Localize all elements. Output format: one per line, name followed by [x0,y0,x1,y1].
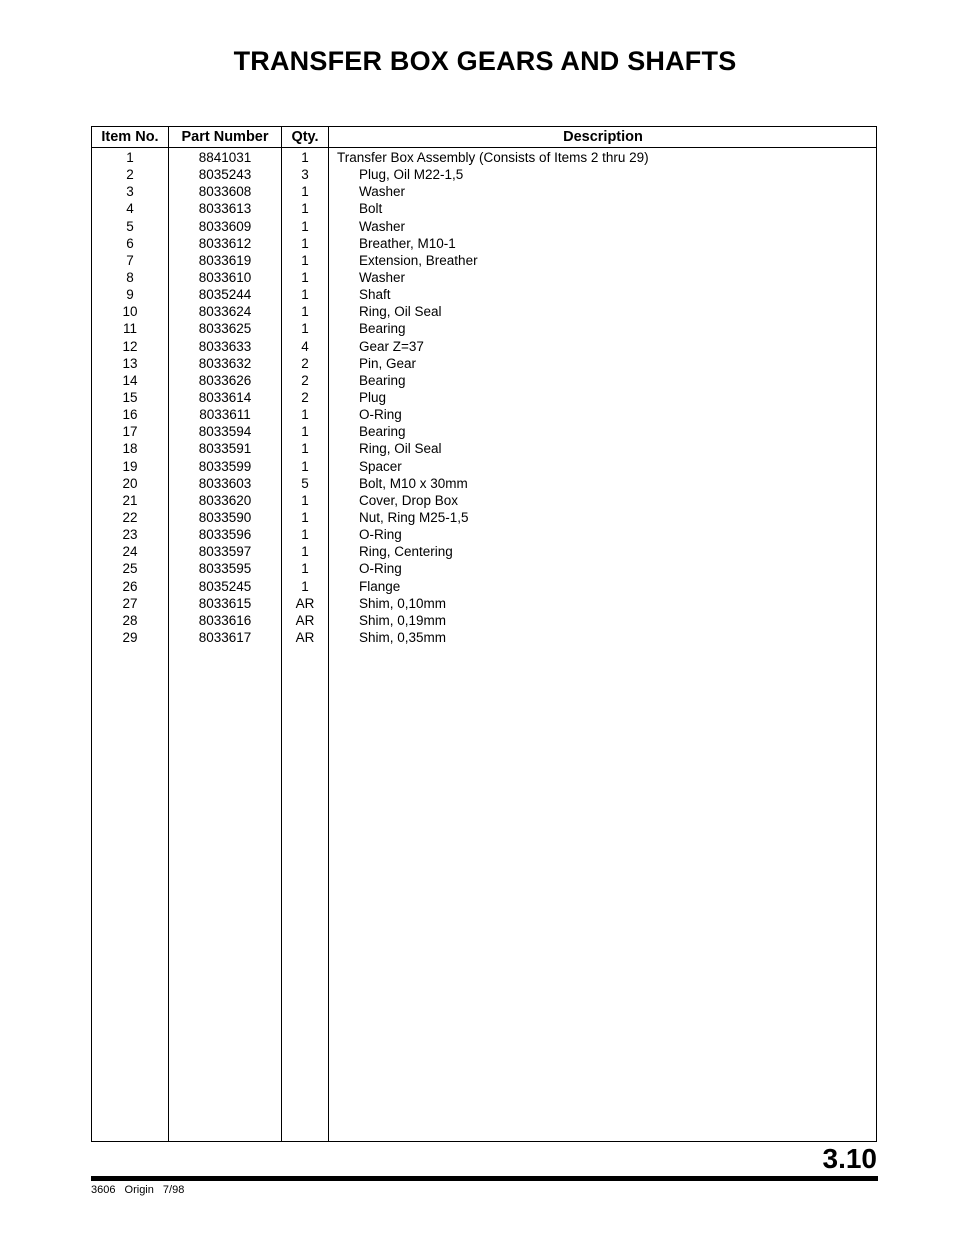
quantity-cell: 1 [301,544,309,560]
description-cell: Flange [359,578,401,594]
part-number-cell: 8033626 [198,372,252,388]
item-number-cell: 24 [122,544,138,560]
description-cell: Ring, Oil Seal [359,304,442,320]
table-row [92,303,876,320]
item-number-cell: 29 [122,629,138,645]
description-cell: Washer [359,269,406,285]
table-row [92,149,876,166]
part-number-cell: 8033612 [198,235,252,251]
part-number-cell: 8033620 [198,492,252,508]
quantity-cell: 1 [301,424,309,440]
table-row [92,526,876,543]
part-number-cell: 8033608 [198,184,252,200]
item-number-cell: 8 [126,269,134,285]
page-title: TRANSFER BOX GEARS AND SHAFTS [233,46,737,76]
quantity-cell: 3 [301,167,309,183]
item-number-cell: 28 [122,612,138,628]
quantity-cell: 2 [301,372,309,388]
description-cell: Shim, 0,35mm [359,629,447,645]
table-row [92,423,876,440]
description-cell: Ring, Oil Seal [359,441,442,457]
description-cell: Transfer Box Assembly (Consists of Items 2 thru 29) [337,150,649,165]
table-row [92,355,876,372]
table-row [92,440,876,457]
quantity-cell: 1 [301,407,309,423]
description-cell: Ring, Centering [359,544,453,560]
table-row [92,475,876,492]
quantity-cell: 4 [301,338,309,354]
quantity-cell: 2 [301,389,309,405]
part-number-cell: 8033617 [198,629,252,645]
part-number-cell: 8033603 [198,475,252,491]
quantity-cell: 1 [301,578,309,594]
quantity-cell: 1 [301,269,309,285]
item-number-cell: 20 [122,475,138,491]
item-number-cell: 6 [126,235,134,251]
description-cell: Shim, 0,10mm [359,595,447,611]
part-number-cell: 8035243 [198,167,252,183]
part-number-cell: 8033615 [198,595,252,611]
quantity-cell: 1 [301,150,309,165]
table-row [92,166,876,183]
item-number-cell: 15 [122,389,138,405]
section-number: 3.10 [822,1143,877,1174]
table-row [92,560,876,577]
part-number-cell: 8033590 [198,509,252,525]
description-cell: Pin, Gear [359,355,417,371]
item-number-cell: 9 [126,287,134,303]
description-cell: Shaft [359,287,391,303]
item-number-cell: 13 [122,355,138,371]
table-row [92,595,876,612]
item-number-cell: 4 [126,201,134,217]
table-row [92,338,876,355]
part-number-cell: 8033609 [198,218,252,234]
header-part-number: Part Number [181,129,269,145]
item-number-cell: 17 [122,424,138,440]
item-number-cell: 27 [122,595,138,611]
quantity-cell: 1 [301,458,309,474]
quantity-cell: 1 [301,561,309,577]
description-cell: Plug [359,389,387,405]
table-row [92,218,876,235]
quantity-cell: 1 [301,441,309,457]
quantity-cell: 5 [301,475,309,491]
quantity-cell: 1 [301,304,309,320]
table-body [92,149,876,646]
quantity-cell: 1 [301,527,309,543]
quantity-cell: 1 [301,509,309,525]
part-number-cell: 8035244 [198,287,252,303]
quantity-cell: 2 [301,355,309,371]
description-cell: Washer [359,218,406,234]
parts-table [91,126,877,1142]
item-number-cell: 18 [122,441,138,457]
table-row [92,235,876,252]
description-cell: Bolt, M10 x 30mm [359,475,468,491]
description-cell: Bearing [359,321,406,337]
item-number-cell: 5 [126,218,134,234]
quantity-cell: AR [295,595,315,611]
part-number-cell: 8033614 [198,389,252,405]
description-cell: Bolt [359,201,383,217]
header-item-no: Item No. [101,129,159,145]
quantity-cell: AR [295,612,315,628]
quantity-cell: 1 [301,492,309,508]
description-cell: Plug, Oil M22-1,5 [359,167,464,183]
description-cell: Nut, Ring M25-1,5 [359,509,469,525]
table-row [92,492,876,509]
table-row [92,320,876,337]
table-row [92,252,876,269]
item-number-cell: 1 [126,150,134,165]
quantity-cell: 1 [301,235,309,251]
description-cell: Bearing [359,424,406,440]
item-number-cell: 23 [122,527,138,543]
quantity-cell: 1 [301,201,309,217]
table-row [92,200,876,217]
quantity-cell: 1 [301,252,309,268]
footer-rule [91,1176,878,1181]
item-number-cell: 22 [122,509,138,525]
quantity-cell: 1 [301,184,309,200]
part-number-cell: 8033625 [198,321,252,337]
table-row [92,543,876,560]
header-qty: Qty. [291,129,319,145]
description-cell: O-Ring [359,407,402,423]
table-row [92,629,876,646]
part-number-cell: 8033616 [198,612,252,628]
part-number-cell: 8033610 [198,269,252,285]
part-number-cell: 8033632 [198,355,252,371]
description-cell: O-Ring [359,527,402,543]
table-row [92,372,876,389]
table-row [92,509,876,526]
quantity-cell: 1 [301,321,309,337]
table-row [92,269,876,286]
part-number-cell: 8033597 [198,544,252,560]
item-number-cell: 3 [126,184,134,200]
part-number-cell: 8033591 [198,441,252,457]
header-description: Description [563,129,643,145]
quantity-cell: 1 [301,218,309,234]
part-number-cell: 8033599 [198,458,252,474]
item-number-cell: 21 [122,492,138,508]
description-cell: Breather, M10-1 [359,235,456,251]
part-number-cell: 8033633 [198,338,252,354]
description-cell: Spacer [359,458,402,474]
item-number-cell: 16 [122,407,138,423]
item-number-cell: 26 [122,578,138,594]
table-row [92,578,876,595]
table-row [92,612,876,629]
part-number-cell: 8033619 [198,252,252,268]
part-number-cell: 8033595 [198,561,252,577]
description-cell: Cover, Drop Box [359,492,459,508]
table-row [92,286,876,303]
table-row [92,406,876,423]
item-number-cell: 10 [122,304,138,320]
quantity-cell: 1 [301,287,309,303]
description-cell: Gear Z=37 [359,338,424,354]
item-number-cell: 19 [122,458,138,474]
item-number-cell: 11 [122,321,137,337]
table-row [92,183,876,200]
item-number-cell: 25 [122,561,138,577]
part-number-cell: 8033594 [198,424,252,440]
footer-text: 3606 Origin 7/98 [91,1184,185,1196]
header-divider [92,147,876,148]
item-number-cell: 14 [122,372,138,388]
part-number-cell: 8033596 [198,527,252,543]
part-number-cell: 8841031 [198,150,252,165]
description-cell: Washer [359,184,406,200]
description-cell: O-Ring [359,561,402,577]
description-cell: Shim, 0,19mm [359,612,447,628]
item-number-cell: 12 [122,338,138,354]
table-row [92,458,876,475]
part-number-cell: 8033624 [198,304,252,320]
part-number-cell: 8035245 [198,578,252,594]
quantity-cell: AR [295,629,315,645]
part-number-cell: 8033611 [199,407,251,423]
description-cell: Bearing [359,372,406,388]
description-cell: Extension, Breather [359,252,478,268]
item-number-cell: 2 [126,167,134,183]
item-number-cell: 7 [126,252,134,268]
table-row [92,389,876,406]
part-number-cell: 8033613 [198,201,252,217]
